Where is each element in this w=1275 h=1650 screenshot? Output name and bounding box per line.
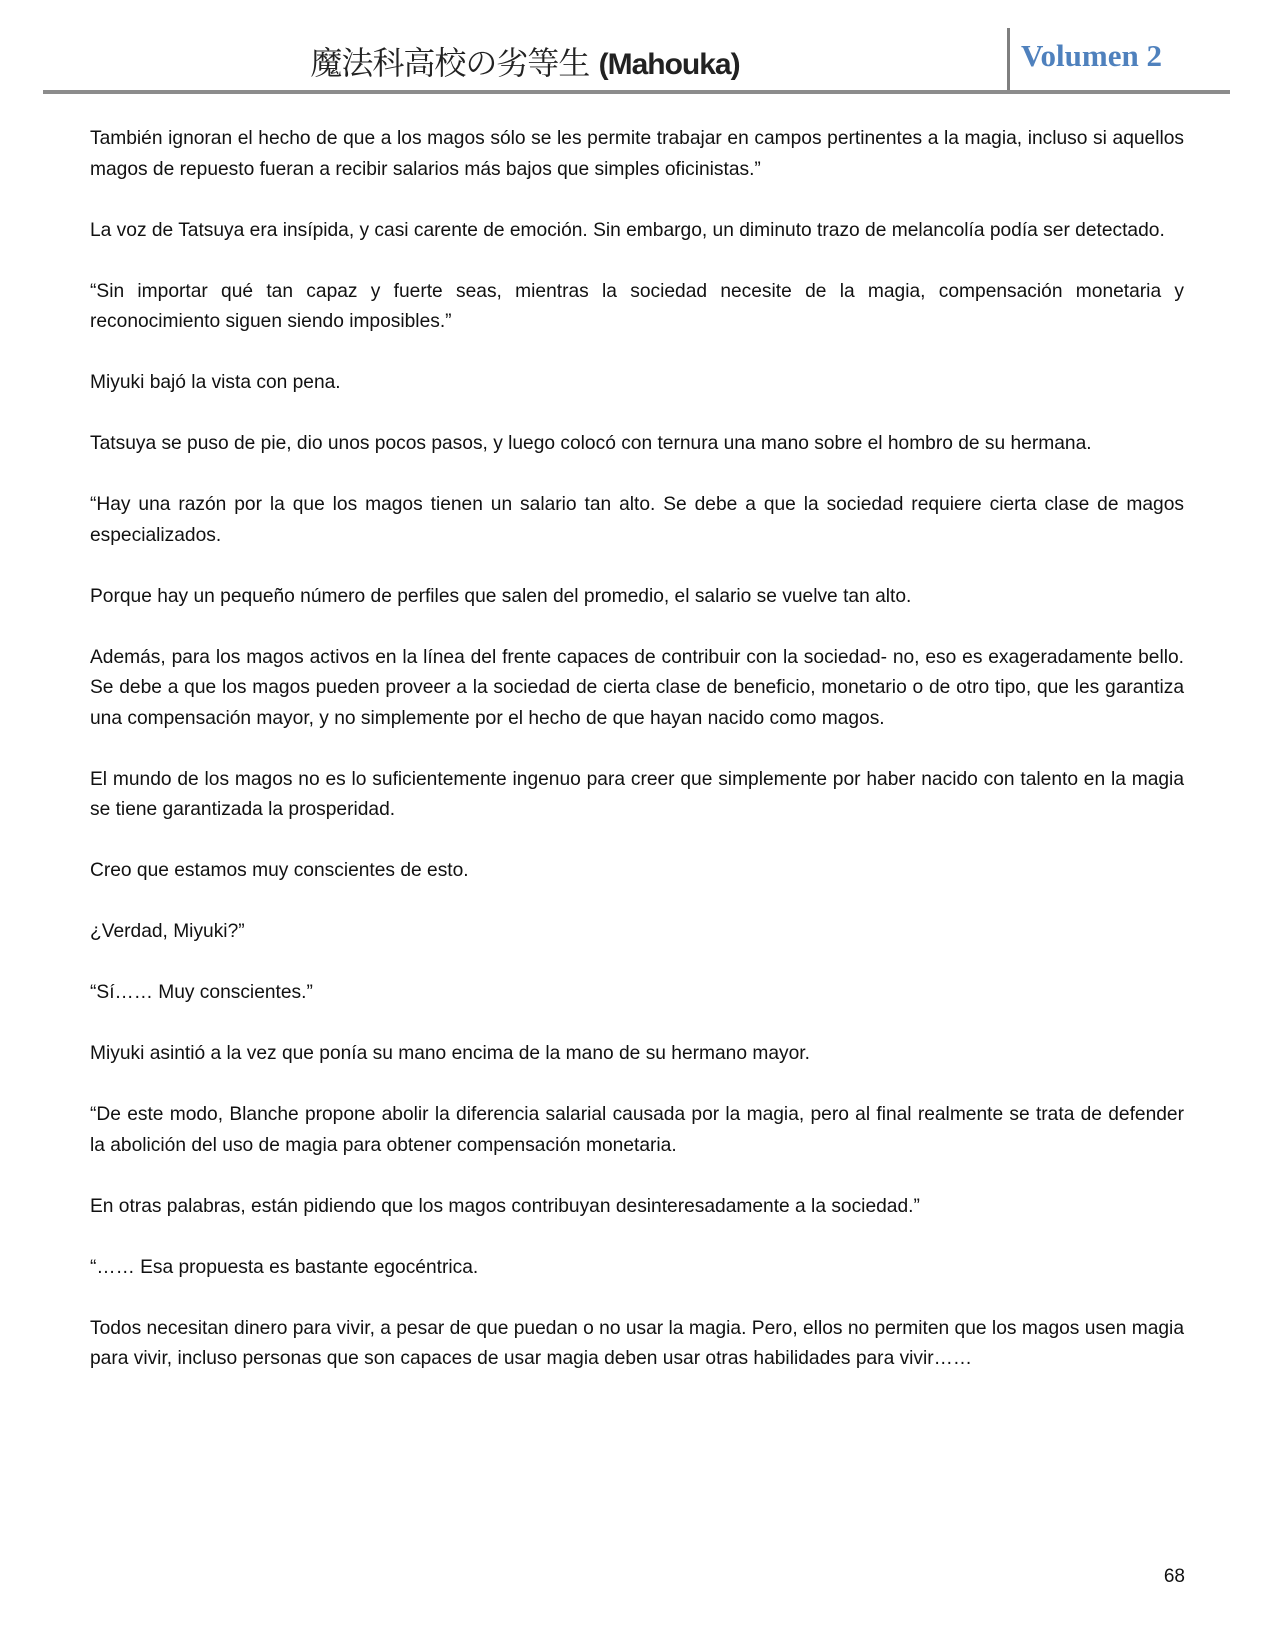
paragraph: “Sin importar qué tan capaz y fuerte seas, mientras la sociedad necesite de la magia, compensación monetaria y reconocimiento siguen siendo imposibles.” — [90, 280, 1184, 332]
paragraph: Porque hay un pequeño número de perfiles que salen del promedio, el salario se vuelve tan alto. — [90, 585, 912, 607]
book-title-japanese: 魔法科高校の劣等生 — [310, 44, 590, 82]
paragraph: Miyuki asintió a la vez que ponía su mano encima de la mano de su hermano mayor. — [90, 1043, 810, 1064]
page-header — [43, 28, 1230, 92]
book-title-latin: (Mahouka) — [598, 48, 740, 81]
body-text — [90, 124, 1184, 1405]
paragraph: Creo que estamos muy conscientes de esto. — [90, 860, 469, 881]
header-rule — [43, 90, 1230, 94]
header-separator — [1007, 28, 1010, 92]
paragraph: “Hay una razón por la que los magos tienen un salario tan alto. Se debe a que la sociedad requiere cierta clase de magos especializados. — [90, 494, 1184, 546]
paragraph: En otras palabras, están pidiendo que los magos contribuyan desinteresadamente a la sociedad.” — [90, 1195, 920, 1217]
paragraph: El mundo de los magos no es lo suficientemente ingenuo para creer que simplemente por haber nacido con talento en la magia se tiene garantizada la prosperidad. — [90, 768, 1184, 820]
paragraph: Todos necesitan dinero para vivir, a pesar de que puedan o no usar la magia. Pero, ellos no permiten que los magos usen magia para vivir, incluso personas que son capaces de usar magia deben usar otras habilidades para vivir…… — [90, 1317, 1184, 1369]
paragraph: “Sí…… Muy conscientes.” — [90, 982, 313, 1003]
page-number: 68 — [1163, 1566, 1185, 1587]
paragraph: La voz de Tatsuya era insípida, y casi carente de emoción. Sin embargo, un diminuto trazo de melancolía podía ser detectado. — [90, 219, 1165, 241]
paragraph: ¿Verdad, Miyuki?” — [90, 921, 245, 942]
paragraph: Miyuki bajó la vista con pena. — [90, 372, 341, 393]
paragraph: También ignoran el hecho de que a los magos sólo se les permite trabajar en campos pertinentes a la magia, incluso si aquellos magos de repuesto fueran a recibir salarios más bajos que simples oficinistas.” — [90, 128, 1184, 180]
paragraph: “De este modo, Blanche propone abolir la diferencia salarial causada por la magia, pero al final realmente se trata de defender la abolición del uso de magia para obtener compensación monetaria. — [90, 1104, 1184, 1156]
volume-label: Volumen 2 — [1021, 38, 1162, 73]
paragraph: “…… Esa propuesta es bastante egocéntrica. — [90, 1256, 479, 1278]
paragraph: Además, para los magos activos en la línea del frente capaces de contribuir con la sociedad- no, eso es exageradamente bello. Se debe a que los magos pueden proveer a la sociedad de cierta clase de beneficio, monetario o de otro tipo, que les garantiza una compensación mayor, y no simplemente por el hecho de que hayan nacido como magos. — [90, 646, 1184, 729]
paragraph: Tatsuya se puso de pie, dio unos pocos pasos, y luego colocó con ternura una mano sobre el hombro de su hermana. — [90, 433, 1092, 454]
book-title — [43, 38, 1007, 84]
